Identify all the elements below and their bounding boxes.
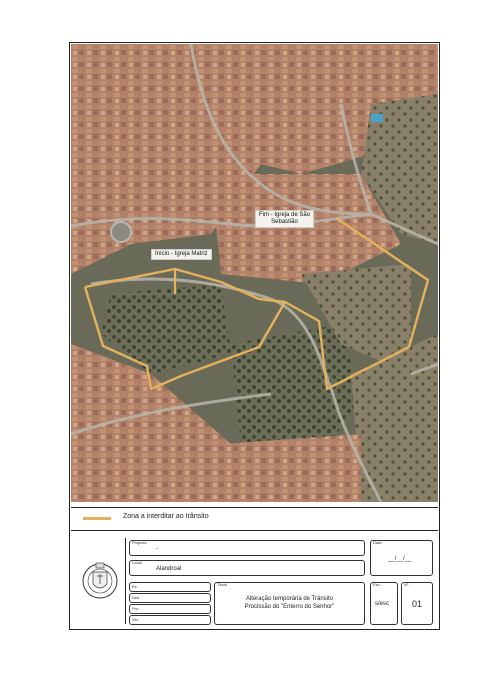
municipal-crest [75,538,126,624]
date-field [370,540,433,576]
scale-value: s/esc [375,601,390,607]
end-point-label [255,210,314,228]
restricted-zone-route [85,218,428,389]
route-west-loop [85,287,285,389]
signature-field-2 [129,604,211,614]
signature-field-1 [129,593,211,603]
start-point-label: Início - Igreja Matriz [151,249,212,260]
signature-label-3: Ver. [132,617,139,622]
signature-label-1: Des. [132,595,141,600]
scale-field [370,582,398,625]
location-field [129,560,365,576]
project-value: - [156,546,158,552]
legend-route-swatch [83,517,111,520]
location-label: Local [132,560,142,565]
project-label: Projecto [132,540,147,545]
number-label: Nº [404,582,409,587]
title-block [71,534,438,628]
date-value: __/__/__ [388,556,412,562]
project-field [129,540,365,556]
title-line-2: Procissão do "Enterro do Senhor" [244,604,335,610]
number-value: 01 [412,599,423,609]
date-label: Data [373,540,382,545]
scale-label: Esc. [373,582,381,587]
number-field [401,582,433,625]
title-label: Título [217,582,228,587]
crest-icon [75,538,125,624]
signature-label-0: Ex. [132,584,138,589]
route-overlay [71,44,438,502]
aerial-map [71,44,438,502]
title-field [214,582,365,625]
legend-text: Zona a interditar ao trânsito [123,513,209,520]
legend [71,507,438,531]
signature-field-3 [129,615,211,625]
signature-label-2: Pro. [132,606,140,611]
end-point-label-line2: Sebastião [271,219,298,225]
signature-field-0 [129,582,211,592]
title-line-1: Alteração temporária de Trânsito [245,596,334,602]
end-point-label-line1: Fim - Igreja de São [259,212,311,218]
location-value: Alandroal [156,566,182,572]
